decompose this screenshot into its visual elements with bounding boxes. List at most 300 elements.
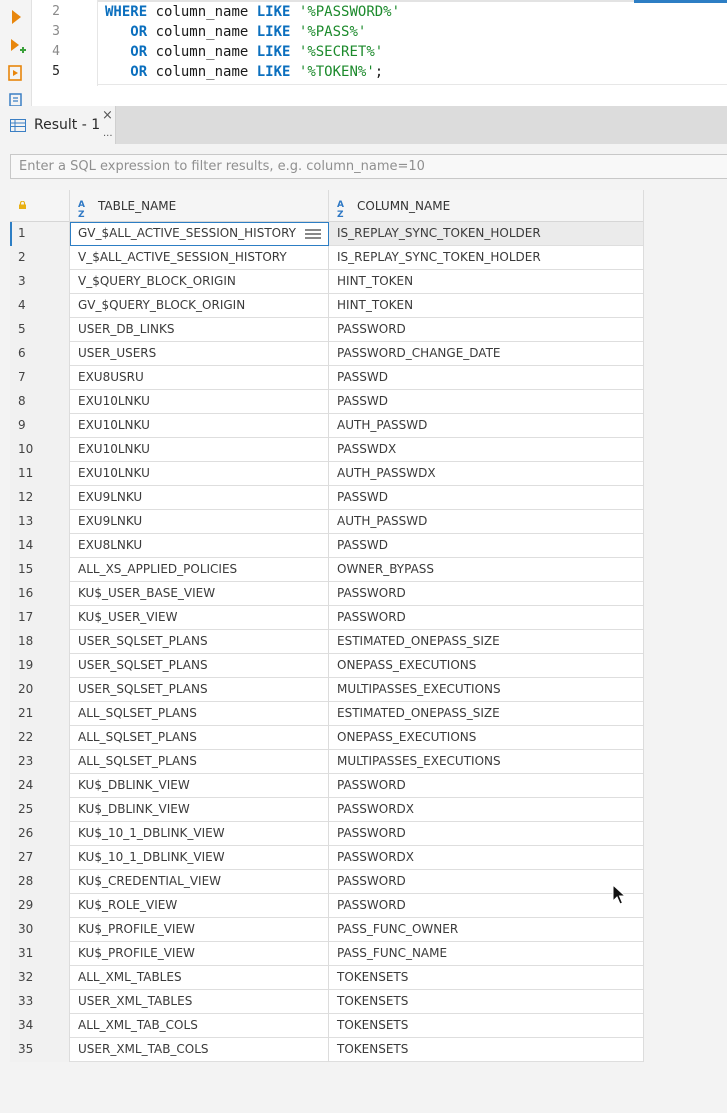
- table-row[interactable]: [10, 942, 644, 966]
- row-number-cell[interactable]: [10, 1014, 70, 1038]
- row-number-cell[interactable]: [10, 630, 70, 654]
- table-name-cell[interactable]: [70, 678, 329, 702]
- sql-text: column_name: [147, 64, 257, 80]
- column-name-cell[interactable]: [329, 222, 644, 246]
- cell-value: PASSWORDX: [337, 850, 415, 864]
- table-row[interactable]: [10, 582, 644, 606]
- column-header-table-name[interactable]: [70, 190, 329, 222]
- cell-value: 9: [18, 418, 26, 432]
- cell-value: USER_USERS: [78, 346, 157, 360]
- table-row[interactable]: [10, 822, 644, 846]
- cell-value: PASSWD: [337, 394, 389, 408]
- cell-value: PASSWD: [337, 370, 389, 384]
- row-number-cell[interactable]: [10, 390, 70, 414]
- row-number-cell[interactable]: [10, 990, 70, 1014]
- table-name-cell[interactable]: [70, 342, 329, 366]
- row-number-cell[interactable]: [10, 462, 70, 486]
- column-name-cell[interactable]: [329, 582, 644, 606]
- cell-value: TOKENSETS: [337, 994, 409, 1008]
- sql-text: [290, 44, 298, 60]
- column-name-cell[interactable]: [329, 966, 644, 990]
- cell-value: PASSWORD: [337, 586, 406, 600]
- row-number-cell[interactable]: [10, 966, 70, 990]
- sql-code[interactable]: [105, 2, 400, 82]
- table-row[interactable]: [10, 726, 644, 750]
- cell-value: 23: [18, 754, 34, 768]
- cell-value: 15: [18, 562, 34, 576]
- cell-value: GV_$QUERY_BLOCK_ORIGIN: [78, 298, 246, 312]
- table-row[interactable]: [10, 966, 644, 990]
- cell-value: 2: [18, 250, 26, 264]
- sql-keyword: OR: [130, 24, 148, 40]
- cell-value: ALL_SQLSET_PLANS: [78, 706, 197, 720]
- column-header-label: TABLE_NAME: [98, 199, 177, 213]
- table-row[interactable]: [10, 414, 644, 438]
- cell-value: TOKENSETS: [337, 1042, 409, 1056]
- column-name-cell[interactable]: [329, 918, 644, 942]
- column-name-cell[interactable]: [329, 438, 644, 462]
- cell-value: EXU10LNKU: [78, 394, 150, 408]
- table-row[interactable]: [10, 798, 644, 822]
- table-name-cell[interactable]: [70, 654, 329, 678]
- code-line[interactable]: [105, 62, 400, 82]
- table-name-cell[interactable]: [70, 942, 329, 966]
- table-row[interactable]: [10, 294, 644, 318]
- column-name-cell[interactable]: [329, 1038, 644, 1062]
- sql-keyword: LIKE: [256, 44, 291, 60]
- table-name-cell[interactable]: [70, 534, 329, 558]
- cell-value: 30: [18, 922, 34, 936]
- cell-value: 1: [18, 226, 26, 240]
- code-line[interactable]: [105, 42, 400, 62]
- cell-value: KU$_CREDENTIAL_VIEW: [78, 874, 222, 888]
- column-name-cell[interactable]: [329, 534, 644, 558]
- table-name-cell[interactable]: [70, 1038, 329, 1062]
- cell-value: EXU8USRU: [78, 370, 144, 384]
- cell-value: 13: [18, 514, 34, 528]
- column-name-cell[interactable]: [329, 462, 644, 486]
- cell-value: 4: [18, 298, 26, 312]
- line-number: 2: [52, 4, 60, 19]
- table-row[interactable]: [10, 630, 644, 654]
- column-name-cell[interactable]: [329, 750, 644, 774]
- column-name-cell[interactable]: [329, 846, 644, 870]
- column-name-cell[interactable]: [329, 654, 644, 678]
- cell-value: PASSWD: [337, 490, 389, 504]
- table-row[interactable]: [10, 222, 644, 246]
- cell-value: 14: [18, 538, 34, 552]
- execute-statement-icon[interactable]: [5, 6, 27, 28]
- row-number-cell[interactable]: [10, 750, 70, 774]
- table-name-cell[interactable]: [70, 414, 329, 438]
- cell-value: 11: [18, 466, 34, 480]
- table-name-cell[interactable]: [70, 774, 329, 798]
- row-number-cell[interactable]: [10, 846, 70, 870]
- row-number-cell[interactable]: [10, 774, 70, 798]
- sql-keyword: LIKE: [256, 24, 291, 40]
- sql-keyword: OR: [130, 64, 148, 80]
- cell-value: EXU8LNKU: [78, 538, 143, 552]
- cell-value: AUTH_PASSWDX: [337, 466, 436, 480]
- row-number-header[interactable]: [10, 190, 70, 222]
- cell-menu-icon[interactable]: [305, 229, 321, 239]
- line-number-current: 5: [52, 64, 60, 79]
- cell-value: V_$QUERY_BLOCK_ORIGIN: [78, 274, 236, 288]
- line-number-gutter: [32, 0, 98, 86]
- cell-value: 12: [18, 490, 34, 504]
- sql-string-literal: '%TOKEN%': [298, 64, 375, 80]
- cell-value: 6: [18, 346, 26, 360]
- table-name-cell[interactable]: [70, 750, 329, 774]
- cell-value: PASSWORD: [337, 898, 406, 912]
- editor-side-toolbar: [0, 0, 32, 106]
- column-name-cell[interactable]: [329, 366, 644, 390]
- table-row[interactable]: [10, 774, 644, 798]
- sql-text: [290, 64, 298, 80]
- row-number-cell[interactable]: [10, 342, 70, 366]
- table-row[interactable]: [10, 462, 644, 486]
- cell-value: PASSWORDX: [337, 802, 415, 816]
- row-number-cell[interactable]: [10, 414, 70, 438]
- cell-value: 7: [18, 370, 26, 384]
- cell-value: EXU10LNKU: [78, 442, 150, 456]
- row-number-cell[interactable]: [10, 486, 70, 510]
- row-number-cell[interactable]: [10, 942, 70, 966]
- table-row[interactable]: [10, 270, 644, 294]
- row-number-cell[interactable]: [10, 270, 70, 294]
- table-row[interactable]: [10, 390, 644, 414]
- cell-value: PASSWORD: [337, 874, 406, 888]
- column-name-cell[interactable]: [329, 414, 644, 438]
- row-number-cell[interactable]: [10, 366, 70, 390]
- table-row[interactable]: [10, 246, 644, 270]
- cell-value: PASS_FUNC_NAME: [337, 946, 448, 960]
- cell-value: V_$ALL_ACTIVE_SESSION_HISTORY: [78, 250, 287, 264]
- row-number-cell[interactable]: [10, 438, 70, 462]
- code-line[interactable]: [105, 2, 400, 22]
- column-name-cell[interactable]: [329, 774, 644, 798]
- cell-value: 18: [18, 634, 34, 648]
- cell-value: ALL_XS_APPLIED_POLICIES: [78, 562, 238, 576]
- table-row[interactable]: [10, 654, 644, 678]
- table-row[interactable]: [10, 318, 644, 342]
- cell-value: ALL_XML_TAB_COLS: [78, 1018, 198, 1032]
- more-icon[interactable]: ...: [103, 128, 113, 139]
- table-name-cell[interactable]: [70, 846, 329, 870]
- cell-value: USER_SQLSET_PLANS: [78, 634, 208, 648]
- cell-value: USER_XML_TABLES: [78, 994, 193, 1008]
- table-name-cell[interactable]: [70, 318, 329, 342]
- table-name-cell[interactable]: [70, 966, 329, 990]
- cell-value: ONEPASS_EXECUTIONS: [337, 658, 477, 672]
- table-name-cell[interactable]: [70, 822, 329, 846]
- cell-value: ALL_SQLSET_PLANS: [78, 754, 197, 768]
- column-name-cell[interactable]: [329, 1014, 644, 1038]
- cell-value: 10: [18, 442, 34, 456]
- grid-header: [10, 190, 644, 222]
- column-name-cell[interactable]: [329, 342, 644, 366]
- table-row[interactable]: [10, 918, 644, 942]
- row-number-cell[interactable]: [10, 918, 70, 942]
- cell-value: KU$_USER_VIEW: [78, 610, 178, 624]
- execute-in-new-tab-icon[interactable]: [5, 35, 27, 57]
- cell-value: 20: [18, 682, 34, 696]
- table-row[interactable]: [10, 366, 644, 390]
- column-name-cell[interactable]: [329, 246, 644, 270]
- cell-value: 28: [18, 874, 34, 888]
- column-name-cell[interactable]: [329, 702, 644, 726]
- cell-value: ONEPASS_EXECUTIONS: [337, 730, 477, 744]
- code-line[interactable]: [105, 22, 400, 42]
- table-name-cell[interactable]: [70, 630, 329, 654]
- cell-value: KU$_10_1_DBLINK_VIEW: [78, 850, 225, 864]
- table-name-cell[interactable]: [70, 894, 329, 918]
- cell-value: HINT_TOKEN: [337, 274, 414, 288]
- cell-value: 17: [18, 610, 34, 624]
- sql-string-literal: '%PASSWORD%': [298, 4, 401, 20]
- table-row[interactable]: [10, 870, 644, 894]
- cell-value: IS_REPLAY_SYNC_TOKEN_HOLDER: [337, 226, 541, 240]
- cell-value: USER_DB_LINKS: [78, 322, 175, 336]
- column-name-cell[interactable]: [329, 390, 644, 414]
- table-name-cell[interactable]: [70, 294, 329, 318]
- table-row[interactable]: [10, 558, 644, 582]
- row-number-cell[interactable]: [10, 870, 70, 894]
- row-number-cell[interactable]: [10, 894, 70, 918]
- gutter-separator: [97, 0, 98, 86]
- cell-value: KU$_USER_BASE_VIEW: [78, 586, 216, 600]
- table-name-cell[interactable]: [70, 798, 329, 822]
- column-name-cell[interactable]: [329, 942, 644, 966]
- sql-editor[interactable]: [0, 0, 727, 106]
- cell-value: KU$_ROLE_VIEW: [78, 898, 178, 912]
- table-row[interactable]: [10, 486, 644, 510]
- sql-text: [290, 24, 298, 40]
- cell-value: 24: [18, 778, 34, 792]
- cell-value: USER_SQLSET_PLANS: [78, 658, 208, 672]
- sql-text: column_name: [147, 44, 257, 60]
- table-row[interactable]: [10, 702, 644, 726]
- row-number-cell[interactable]: [10, 246, 70, 270]
- cell-value: 8: [18, 394, 26, 408]
- table-grid-icon: [10, 119, 26, 135]
- column-name-cell[interactable]: [329, 558, 644, 582]
- table-name-cell[interactable]: [70, 486, 329, 510]
- table-row[interactable]: [10, 894, 644, 918]
- cell-value: PASSWORD: [337, 610, 406, 624]
- cell-value: 5: [18, 322, 26, 336]
- results-grid[interactable]: [10, 190, 644, 1062]
- table-name-cell[interactable]: [70, 510, 329, 534]
- cell-value: 3: [18, 274, 26, 288]
- row-number-cell[interactable]: [10, 582, 70, 606]
- cell-value: EXU10LNKU: [78, 466, 150, 480]
- table-row[interactable]: [10, 990, 644, 1014]
- column-header-label: COLUMN_NAME: [357, 199, 451, 213]
- line-number: 4: [52, 44, 60, 59]
- cell-value: 35: [18, 1042, 34, 1056]
- cell-value: KU$_PROFILE_VIEW: [78, 922, 195, 936]
- row-number-cell[interactable]: [10, 534, 70, 558]
- row-number-cell[interactable]: [10, 1038, 70, 1062]
- table-row[interactable]: [10, 750, 644, 774]
- table-name-cell[interactable]: [70, 558, 329, 582]
- column-name-cell[interactable]: [329, 870, 644, 894]
- active-editor-indicator: [634, 0, 727, 3]
- filter-bar: [0, 144, 727, 190]
- sql-text: [105, 24, 130, 40]
- table-name-cell[interactable]: [70, 246, 329, 270]
- cell-value: USER_SQLSET_PLANS: [78, 682, 208, 696]
- close-icon[interactable]: ×: [102, 108, 113, 123]
- table-row[interactable]: [10, 534, 644, 558]
- string-type-icon: A Z: [78, 200, 85, 220]
- editor-empty-area[interactable]: [32, 86, 727, 106]
- sql-keyword: OR: [130, 44, 148, 60]
- table-name-cell[interactable]: [70, 222, 329, 246]
- table-name-cell[interactable]: [70, 606, 329, 630]
- row-number-cell[interactable]: [10, 318, 70, 342]
- sql-text: column_name: [147, 4, 257, 20]
- column-name-cell[interactable]: [329, 822, 644, 846]
- sql-keyword: LIKE: [256, 64, 291, 80]
- column-name-cell[interactable]: [329, 318, 644, 342]
- column-name-cell[interactable]: [329, 606, 644, 630]
- table-name-cell[interactable]: [70, 870, 329, 894]
- table-name-cell[interactable]: [70, 726, 329, 750]
- row-number-cell[interactable]: [10, 702, 70, 726]
- column-name-cell[interactable]: [329, 990, 644, 1014]
- table-name-cell[interactable]: [70, 582, 329, 606]
- cell-value: 25: [18, 802, 34, 816]
- table-row[interactable]: [10, 438, 644, 462]
- cell-value: 27: [18, 850, 34, 864]
- cell-value: PASS_FUNC_OWNER: [337, 922, 459, 936]
- cell-value: ALL_XML_TABLES: [78, 970, 182, 984]
- row-number-cell[interactable]: [10, 726, 70, 750]
- cell-value: PASSWORD: [337, 778, 406, 792]
- table-name-cell[interactable]: [70, 918, 329, 942]
- cell-value: EXU9LNKU: [78, 514, 143, 528]
- row-number-cell[interactable]: [10, 678, 70, 702]
- grid-body: [10, 222, 644, 1062]
- row-number-cell[interactable]: [10, 606, 70, 630]
- table-name-cell[interactable]: [70, 462, 329, 486]
- cell-value: 29: [18, 898, 34, 912]
- cell-value: PASSWORD_CHANGE_DATE: [337, 346, 501, 360]
- cell-value: ESTIMATED_ONEPASS_SIZE: [337, 706, 500, 720]
- filter-input[interactable]: [10, 154, 727, 179]
- cell-value: OWNER_BYPASS: [337, 562, 435, 576]
- column-name-cell[interactable]: [329, 486, 644, 510]
- row-number-cell[interactable]: [10, 294, 70, 318]
- cell-value: KU$_PROFILE_VIEW: [78, 946, 195, 960]
- column-name-cell[interactable]: [329, 270, 644, 294]
- lock-icon: [19, 201, 26, 209]
- sql-keyword: WHERE: [105, 4, 148, 20]
- cell-value: EXU10LNKU: [78, 418, 150, 432]
- cell-value: 33: [18, 994, 34, 1008]
- cell-value: 31: [18, 946, 34, 960]
- table-row[interactable]: [10, 678, 644, 702]
- cell-value: TOKENSETS: [337, 1018, 409, 1032]
- cell-value: EXU9LNKU: [78, 490, 143, 504]
- column-name-cell[interactable]: [329, 510, 644, 534]
- tab-result-1[interactable]: [0, 106, 116, 144]
- cell-value: MULTIPASSES_EXECUTIONS: [337, 754, 501, 768]
- line-number: 3: [52, 24, 60, 39]
- row-number-cell[interactable]: [10, 654, 70, 678]
- result-tab-strip: [0, 106, 727, 144]
- cell-value: PASSWORD: [337, 322, 406, 336]
- cell-value: ALL_SQLSET_PLANS: [78, 730, 197, 744]
- cell-value: ESTIMATED_ONEPASS_SIZE: [337, 634, 500, 648]
- cell-value: KU$_DBLINK_VIEW: [78, 802, 190, 816]
- table-name-cell[interactable]: [70, 390, 329, 414]
- row-number-cell[interactable]: [10, 798, 70, 822]
- cell-value: HINT_TOKEN: [337, 298, 414, 312]
- column-name-cell[interactable]: [329, 678, 644, 702]
- table-row[interactable]: [10, 342, 644, 366]
- sql-text: [105, 44, 130, 60]
- cell-value: PASSWORD: [337, 826, 406, 840]
- cell-value: 22: [18, 730, 34, 744]
- string-type-icon: A Z: [337, 200, 344, 220]
- column-header-column-name[interactable]: [329, 190, 644, 222]
- cell-value: PASSWDX: [337, 442, 397, 456]
- table-name-cell[interactable]: [70, 270, 329, 294]
- column-name-cell[interactable]: [329, 294, 644, 318]
- cell-value: 34: [18, 1018, 34, 1032]
- row-number-cell[interactable]: [10, 558, 70, 582]
- cell-value: MULTIPASSES_EXECUTIONS: [337, 682, 501, 696]
- tab-label: Result - 1: [34, 117, 101, 133]
- sql-string-literal: '%PASS%': [298, 24, 367, 40]
- cell-value: AUTH_PASSWD: [337, 418, 428, 432]
- table-row[interactable]: [10, 510, 644, 534]
- table-name-cell[interactable]: [70, 366, 329, 390]
- table-name-cell[interactable]: [70, 990, 329, 1014]
- cell-value: IS_REPLAY_SYNC_TOKEN_HOLDER: [337, 250, 541, 264]
- column-name-cell[interactable]: [329, 630, 644, 654]
- sql-text: [290, 4, 298, 20]
- cell-value: USER_XML_TAB_COLS: [78, 1042, 209, 1056]
- cell-value: 21: [18, 706, 34, 720]
- table-name-cell[interactable]: [70, 438, 329, 462]
- row-number-cell[interactable]: [10, 510, 70, 534]
- column-name-cell[interactable]: [329, 726, 644, 750]
- table-name-cell[interactable]: [70, 702, 329, 726]
- mouse-cursor-icon: [612, 884, 626, 906]
- cell-value: 32: [18, 970, 34, 984]
- table-row[interactable]: [10, 606, 644, 630]
- table-row[interactable]: [10, 1014, 644, 1038]
- sql-keyword: LIKE: [256, 4, 291, 20]
- row-number-cell[interactable]: [10, 222, 70, 246]
- cell-value: GV_$ALL_ACTIVE_SESSION_HISTORY: [78, 226, 297, 240]
- column-name-cell[interactable]: [329, 894, 644, 918]
- cell-value: 19: [18, 658, 34, 672]
- row-number-cell[interactable]: [10, 822, 70, 846]
- cell-value: PASSWD: [337, 538, 389, 552]
- execute-script-icon[interactable]: [5, 62, 27, 84]
- column-name-cell[interactable]: [329, 798, 644, 822]
- cell-value: AUTH_PASSWD: [337, 514, 428, 528]
- table-name-cell[interactable]: [70, 1014, 329, 1038]
- current-line-border: [98, 84, 727, 85]
- table-row[interactable]: [10, 1038, 644, 1062]
- table-row[interactable]: [10, 846, 644, 870]
